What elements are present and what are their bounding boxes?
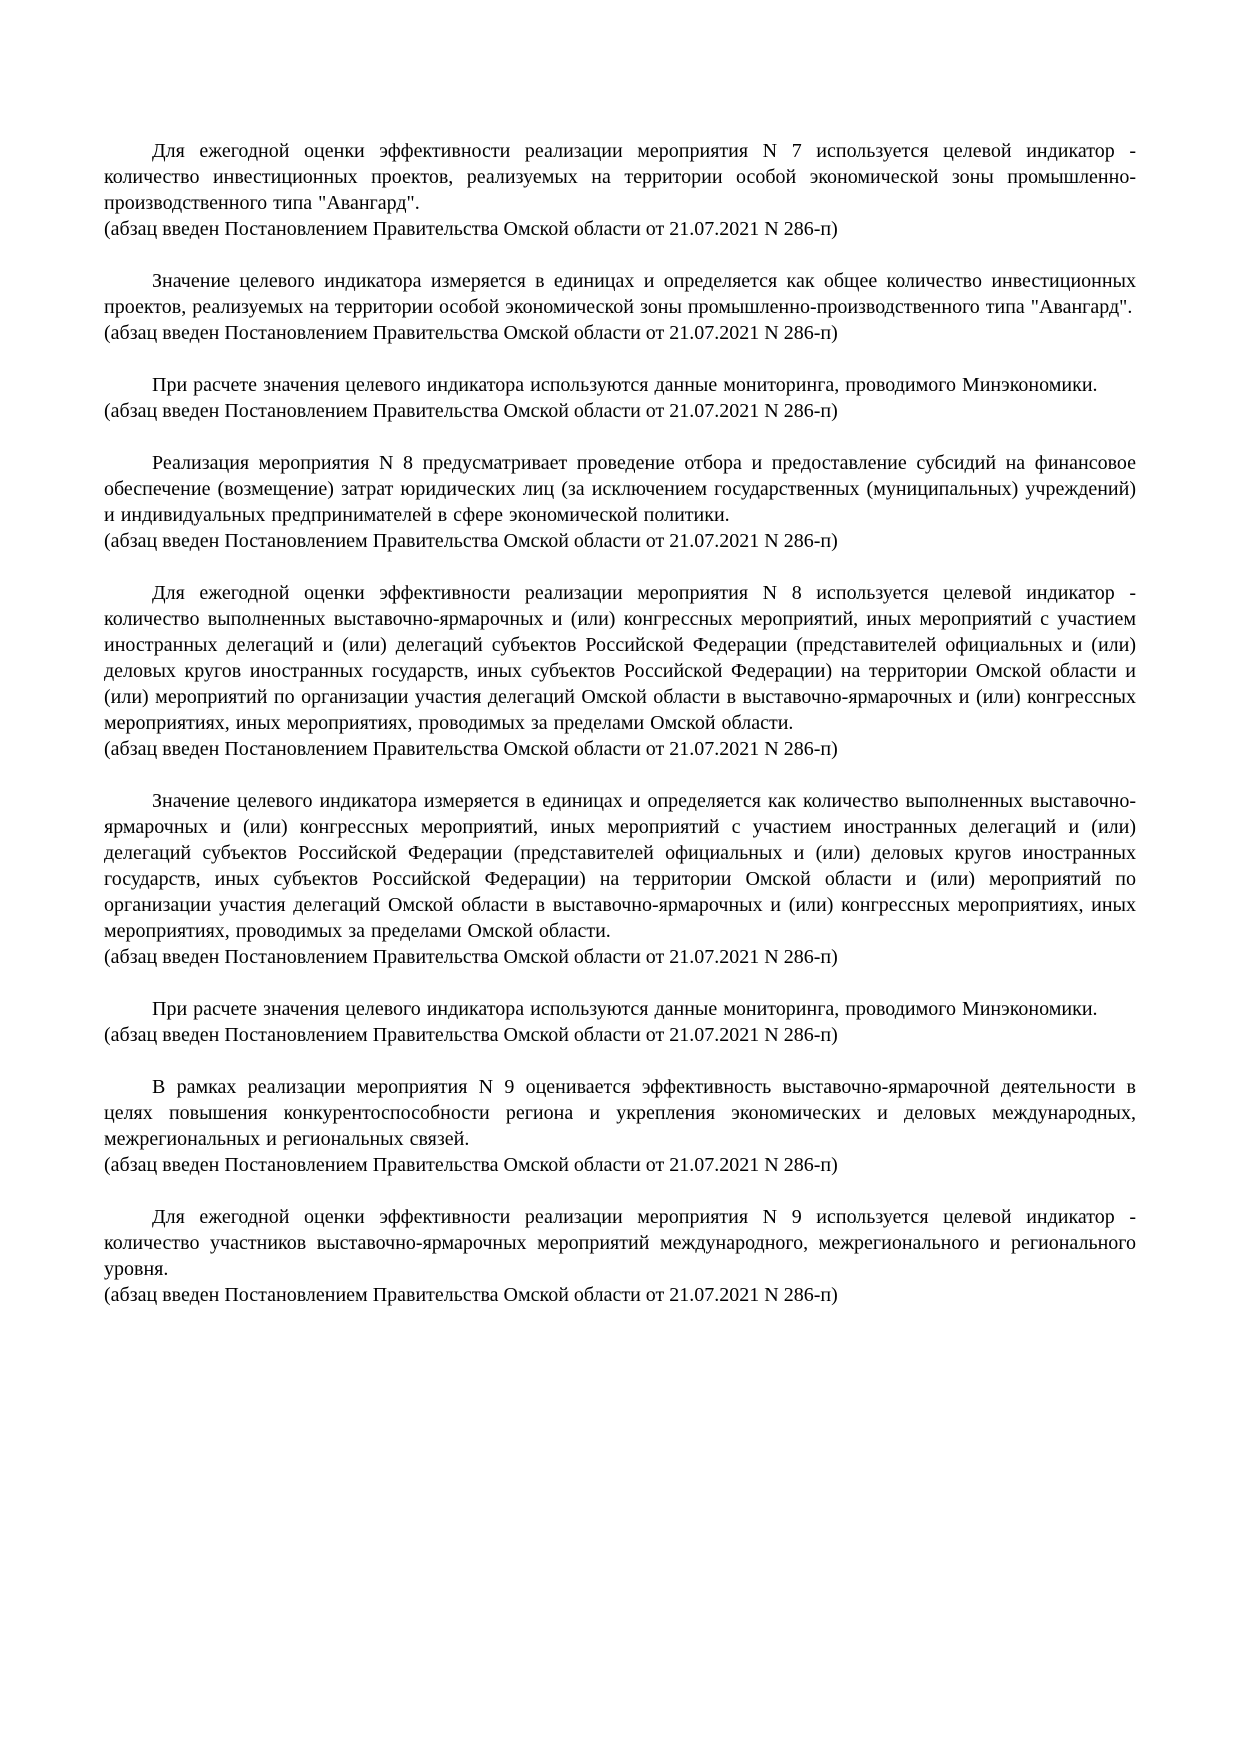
amendment-note: (абзац введен Постановлением Правительства Омской области от 21.07.2021 N 286-п) [104, 322, 838, 344]
paragraph-text: В рамках реализации мероприятия N 9 оценивается эффективность выставочно-ярмарочной деятельности в целях повышения конкурентоспособности региона и укрепления экономических и деловых международных, межрегиональных и региональных связей. [104, 1076, 1136, 1150]
amendment-note: (абзац введен Постановлением Правительства Омской области от 21.07.2021 N 286-п) [104, 530, 838, 552]
amendment-note: (абзац введен Постановлением Правительства Омской области от 21.07.2021 N 286-п) [104, 218, 838, 240]
amendment-note: (абзац введен Постановлением Правительства Омской области от 21.07.2021 N 286-п) [104, 946, 838, 968]
paragraph-text: Для ежегодной оценки эффективности реализации мероприятия N 8 используется целевой индикатор - количество выполненных выставочно-ярмарочных и (или) конгрессных мероприятий, иных мероприятий с участием иностранных делегаций и (или) делегаций субъектов Российской Федерации (представителей официальных и (или) деловых кругов иностранных государств, иных субъектов Российской Федерации) на территории Омской области и (или) мероприятий по организации участия делегаций Омской области в выставочно-ярмарочных и (или) конгрессных мероприятиях, иных мероприятиях, проводимых за пределами Омской области. [104, 582, 1136, 734]
paragraph-text: При расчете значения целевого индикатора используются данные мониторинга, проводимого Минэкономики. [152, 998, 1098, 1020]
paragraph-text: При расчете значения целевого индикатора используются данные мониторинга, проводимого Минэкономики. [152, 374, 1098, 396]
paragraph-text: Для ежегодной оценки эффективности реализации мероприятия N 7 используется целевой индикатор - количество инвестиционных проектов, реализуемых на территории особой экономической зоны промышленно-производственного типа "Авангард". [104, 140, 1136, 214]
amendment-note: (абзац введен Постановлением Правительства Омской области от 21.07.2021 N 286-п) [104, 1154, 838, 1176]
amendment-note: (абзац введен Постановлением Правительства Омской области от 21.07.2021 N 286-п) [104, 400, 838, 422]
paragraph-text: Значение целевого индикатора измеряется в единицах и определяется как количество выполненных выставочно-ярмарочных и (или) конгрессных мероприятий, иных мероприятий с участием иностранных делегаций и (или) делегаций субъектов Российской Федерации (представителей официальных и (или) деловых кругов иностранных государств, иных субъектов Российской Федерации) на территории Омской области и (или) мероприятий по организации участия делегаций Омской области в выставочно-ярмарочных и (или) конгрессных мероприятиях, иных мероприятиях, проводимых за пределами Омской области. [104, 790, 1136, 942]
paragraph-list [104, 138, 1136, 1308]
amendment-note: (абзац введен Постановлением Правительства Омской области от 21.07.2021 N 286-п) [104, 1284, 838, 1306]
paragraph-text: Для ежегодной оценки эффективности реализации мероприятия N 9 используется целевой индикатор - количество участников выставочно-ярмарочных мероприятий международного, межрегионального и регионального уровня. [104, 1206, 1136, 1280]
amendment-note: (абзац введен Постановлением Правительства Омской области от 21.07.2021 N 286-п) [104, 738, 838, 760]
paragraph-text: Значение целевого индикатора измеряется в единицах и определяется как общее количество инвестиционных проектов, реализуемых на территории особой экономической зоны промышленно-производственного типа "Авангард". [104, 270, 1136, 318]
amendment-note: (абзац введен Постановлением Правительства Омской области от 21.07.2021 N 286-п) [104, 1024, 838, 1046]
paragraph-text: Реализация мероприятия N 8 предусматривает проведение отбора и предоставление субсидий на финансовое обеспечение (возмещение) затрат юридических лиц (за исключением государственных (муниципальных) учреждений) и индивидуальных предпринимателей в сфере экономической политики. [104, 452, 1136, 526]
